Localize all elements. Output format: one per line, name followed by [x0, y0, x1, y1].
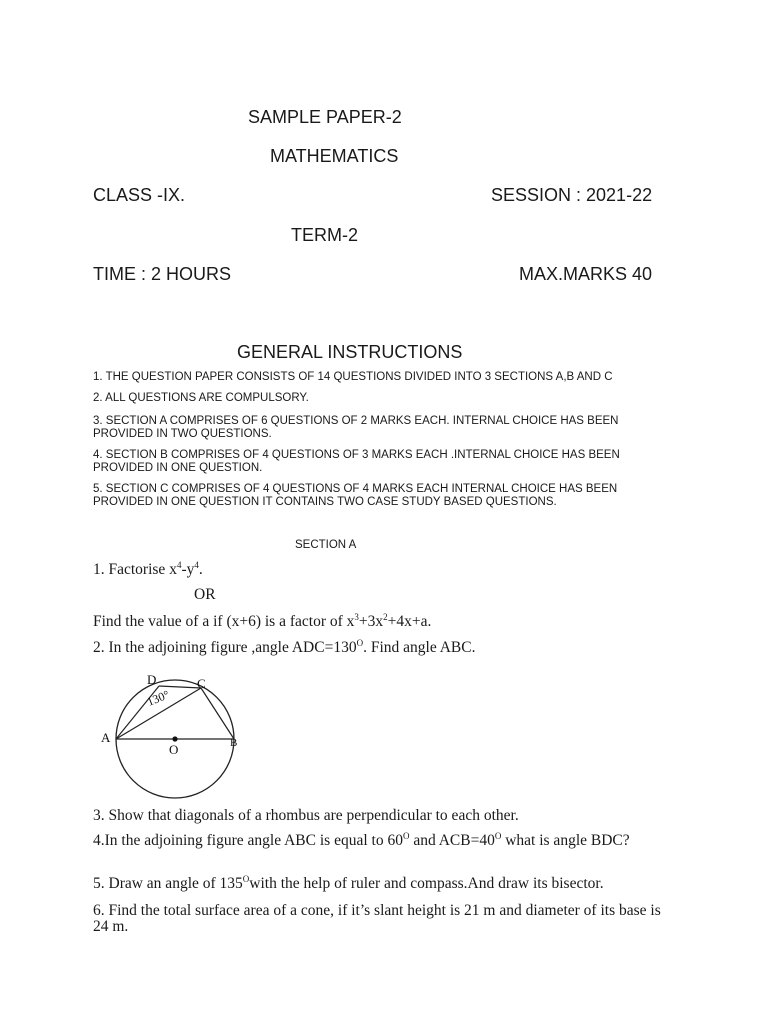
angle-label-130: 130°: [144, 687, 172, 709]
label-b: B: [230, 737, 238, 749]
circle-figure: [93, 664, 243, 804]
label-d: D: [147, 672, 157, 687]
class-label: CLASS -IX.: [93, 185, 186, 205]
session-label: SESSION : 2021-22: [491, 185, 653, 205]
instruction-item: 5. SECTION C COMPRISES OF 4 QUESTIONS OF 4 MARKS EACH INTERNAL CHOICE HAS BEEN PROVIDED IN ONE QUESTION IT CONTAINS TWO CASE STUDY BASED QUESTIONS.: [93, 483, 618, 508]
label-o: O: [169, 742, 179, 757]
instruction-item: 3. SECTION A COMPRISES OF 6 QUESTIONS OF 2 MARKS EACH. INTERNAL CHOICE HAS BEEN PROVIDED IN TWO QUESTIONS.: [93, 415, 619, 440]
max-marks-label: MAX.MARKS 40: [519, 264, 653, 284]
label-c: C: [197, 676, 206, 691]
chord-cb: [201, 688, 234, 739]
section-a-heading: SECTION A: [295, 539, 357, 551]
question-1-alternative: Find the value of a if (x+6) is a factor of $x^3+3x^2+4x+a$.: [93, 612, 432, 630]
question-5: 5. Draw an angle of $135^Owith$ the help of ruler and compass.And draw its bisector.: [93, 874, 604, 892]
time-label: TIME : 2 HOURS: [93, 264, 232, 284]
instructions-heading: GENERAL INSTRUCTIONS: [237, 342, 463, 362]
question-2: 2. In the adjoining figure ,angle $ADC=130^O$. Find angle ABC.: [93, 638, 476, 656]
center-point: [172, 736, 177, 741]
question-1: 1. Factorise $x^4-y^4$.: [93, 560, 203, 578]
label-a: A: [101, 730, 111, 745]
question-3: 3. Show that diagonals of a rhombus are perpendicular to each other.: [93, 807, 519, 824]
term-label: TERM-2: [291, 225, 358, 245]
instruction-item: 2. ALL QUESTIONS ARE COMPULSORY.: [93, 392, 309, 404]
or-label: OR: [194, 586, 216, 603]
question-6-line-2: 24 m.: [93, 918, 129, 935]
paper-title: SAMPLE PAPER-2: [248, 107, 402, 127]
question-6-line-1: 6. Find the total surface area of a cone, if it’s slant height is 21 m and diameter of its base is: [93, 902, 661, 919]
subject-title: MATHEMATICS: [270, 146, 399, 166]
instruction-item: 4. SECTION B COMPRISES OF 4 QUESTIONS OF 3 MARKS EACH .INTERNAL CHOICE HAS BEEN PROVIDED IN ONE QUESTION.: [93, 449, 620, 474]
instruction-item: 1. THE QUESTION PAPER CONSISTS OF 14 QUESTIONS DIVIDED INTO 3 SECTIONS A,B AND C: [93, 371, 613, 383]
question-4: 4.In the adjoining figure angle ABC is equal to $60^O$ and $ACB=40^O$ what is angle BDC?: [93, 831, 630, 849]
